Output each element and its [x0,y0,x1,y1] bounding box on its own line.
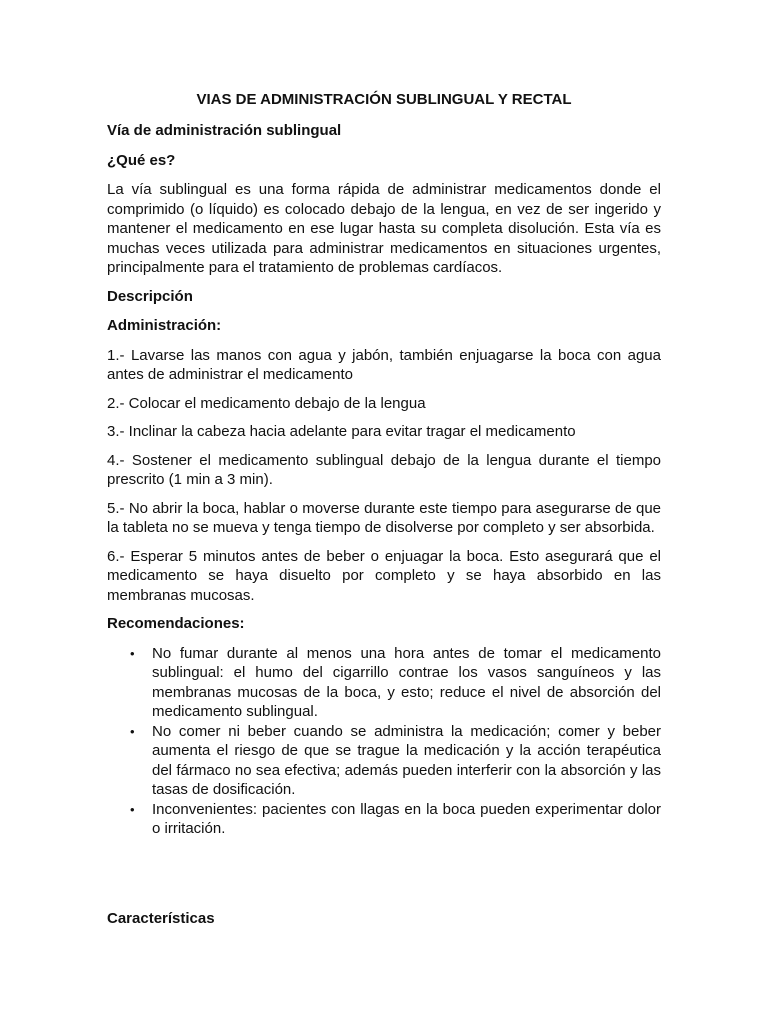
description-heading: Descripción [107,287,193,305]
list-item [130,722,661,800]
step-item: 3.- Inclinar la cabeza hacia adelante para evitar tragar el medicamento [107,423,576,440]
blank-space [107,839,661,909]
step-item: 5.- No abrir la boca, hablar o moverse durante este tiempo para asegurarse de que la tableta no se mueva y tenga tiempo de disolverse por completo y ser absorbida. [107,499,661,536]
step-item: 6.- Esperar 5 minutos antes de beber o enjuagar la boca. Esto asegurará que el medicamento se haya disuelto por completo y se haya absorbido en las membranas mucosas. [107,547,661,604]
recommendations-list [107,644,661,839]
bullet-icon: • [130,645,135,661]
what-paragraph: La vía sublingual es una forma rápida de administrar medicamentos donde el comprimido (o líquido) es colocado debajo de la lengua, en vez de ser ingerido y mantener el medicamento en ese lugar hasta su completa disolución. Esta vía es muchas veces utilizada para administrar medicamentos en situaciones urgentes, principalmente para el tratamiento de problemas cardíacos. [107,181,661,276]
recommendation-text: No comer ni beber cuando se administra la medicación; comer y beber aumenta el riesgo de que se trague la medicación y la acción terapéutica del fármaco no sea efectiva; además pueden interferir con la absorción y las tasas de dosificación. [152,722,661,798]
step-item: 1.- Lavarse las manos con agua y jabón, también enjuagarse la boca con agua antes de administrar el medicamento [107,346,661,383]
list-item [130,644,661,722]
administration-heading: Administración: [107,317,222,334]
bullet-icon: • [130,801,135,817]
what-heading: ¿Qué es? [107,151,176,169]
recommendation-text: No fumar durante al menos una hora antes de tomar el medicamento sublingual: el humo del cigarrillo contrae los vasos sanguíneos y las membranas mucosas de la boca, y esto; reduce el nivel de absorción del medicamento sublingual. [152,644,661,720]
bullet-icon: • [130,723,135,739]
characteristics-heading: Características [107,909,215,927]
recommendations-heading: Recomendaciones: [107,615,245,632]
list-item [130,800,661,839]
section-heading-sublingual: Vía de administración sublingual [107,122,342,139]
recommendation-text: Inconvenientes: pacientes con llagas en la boca pueden experimentar dolor o irritación. [152,800,661,837]
step-item: 4.- Sostener el medicamento sublingual debajo de la lengua durante el tiempo prescrito (1 min a 3 min). [107,451,661,488]
step-item: 2.- Colocar el medicamento debajo de la lengua [107,394,426,412]
document-title: VIAS DE ADMINISTRACIÓN SUBLINGUAL Y RECTAL [196,91,572,108]
